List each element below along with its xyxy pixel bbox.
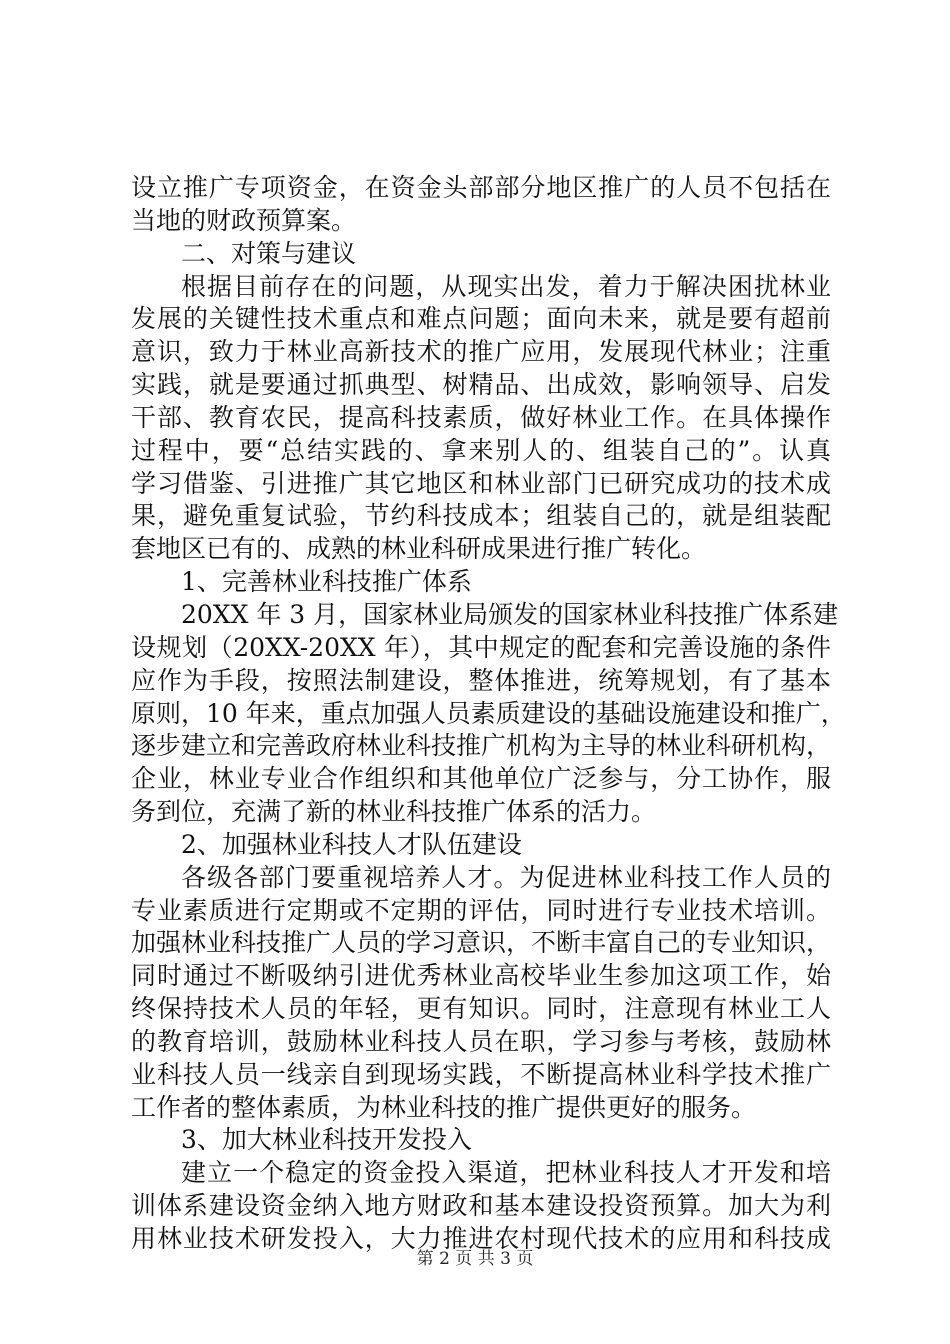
text-line: 根据目前存在的问题，从现实出发，着力于解决困扰林业 bbox=[181, 271, 831, 301]
text-line: 加强林业科技推广人员的学习意识，不断丰富自己的专业知识， bbox=[131, 928, 832, 958]
text-line: 意识，致力于林业高新技术的推广应用，发展现代林业；注重 bbox=[131, 337, 831, 367]
text-line: 专业素质进行定期或不定期的评估，同时进行专业技术培训。 bbox=[131, 895, 831, 925]
document-body bbox=[131, 172, 846, 1256]
text-line: 的教育培训，鼓励林业科技人员在职，学习参与考核，鼓励林 bbox=[131, 1026, 831, 1056]
text-line: 建立一个稳定的资金投入渠道，把林业科技人才开发和培 bbox=[181, 1158, 831, 1188]
text-line: 设立推广专项资金，在资金头部部分地区推广的人员不包括在 bbox=[131, 173, 831, 202]
text-line: 干部、教育农民，提高科技素质，做好林业工作。在具体操作 bbox=[131, 402, 831, 432]
text-line: 1、完善林业科技推广体系 bbox=[181, 567, 472, 597]
text-line: 实践，就是要通过抓典型、树精品、出成效，影响领导、启发 bbox=[131, 370, 831, 400]
text-line: 套地区已有的、成熟的林业科研成果进行推广转化。 bbox=[131, 534, 707, 564]
text-line: 终保持技术人员的年轻，更有知识。同时，注意现有林业工人 bbox=[131, 994, 831, 1024]
text-line: 发展的关键性技术重点和难点问题；面向未来，就是要有超前 bbox=[131, 304, 831, 334]
text-line: 逐步建立和完善政府林业科技推广机构为主导的林业科研机构， bbox=[131, 731, 832, 761]
text-line: 学习借鉴、引进推广其它地区和林业部门已研究成功的技术成 bbox=[131, 468, 831, 498]
text-line: 设规划（20XX-20XX 年），其中规定的配套和完善设施的条件 bbox=[131, 632, 831, 662]
text-line: 当地的财政预算案。 bbox=[131, 205, 357, 235]
text-line: 过程中，要“总结实践的、拿来别人的、组装自己的”。认真 bbox=[131, 435, 831, 465]
text-line: 企业，林业专业合作组织和其他单位广泛参与，分工协作，服 bbox=[131, 764, 831, 794]
text-line: 果，避免重复试验，节约科技成本；组装自己的，就是组装配 bbox=[131, 501, 831, 531]
text-line: 业科技人员一线亲自到现场实践，不断提高林业科学技术推广 bbox=[131, 1059, 831, 1089]
text-line: 20XX 年 3 月，国家林业局颁发的国家林业科技推广体系建 bbox=[181, 599, 839, 629]
text-line: 同时通过不断吸纳引进优秀林业高校毕业生参加这项工作，始 bbox=[131, 961, 831, 991]
text-line: 各级各部门要重视培养人才。为促进林业科技工作人员的 bbox=[181, 862, 831, 892]
text-line: 训体系建设资金纳入地方财政和基本建设投资预算。加大为利 bbox=[131, 1191, 831, 1221]
text-line: 用林业技术研发投入，大力推进农村现代技术的应用和科技成 bbox=[131, 1224, 831, 1253]
text-line: 2、加强林业科技人才队伍建设 bbox=[181, 829, 522, 859]
text-line: 3、加大林业科技开发投入 bbox=[181, 1125, 472, 1155]
text-line: 二、对策与建议 bbox=[181, 238, 357, 268]
page-number-label: 第 2 页 共 3 页 bbox=[416, 1249, 534, 1269]
text-line: 工作者的整体素质，为林业科技的推广提供更好的服务。 bbox=[131, 1092, 757, 1122]
text-line: 原则，10 年来，重点加强人员素质建设的基础设施建设和推广， bbox=[131, 698, 846, 728]
text-line: 应作为手段，按照法制建设，整体推进，统筹规划，有了基本 bbox=[131, 665, 831, 695]
text-line: 务到位，充满了新的林业科技推广体系的活力。 bbox=[131, 797, 657, 827]
page-footer bbox=[0, 1244, 950, 1269]
